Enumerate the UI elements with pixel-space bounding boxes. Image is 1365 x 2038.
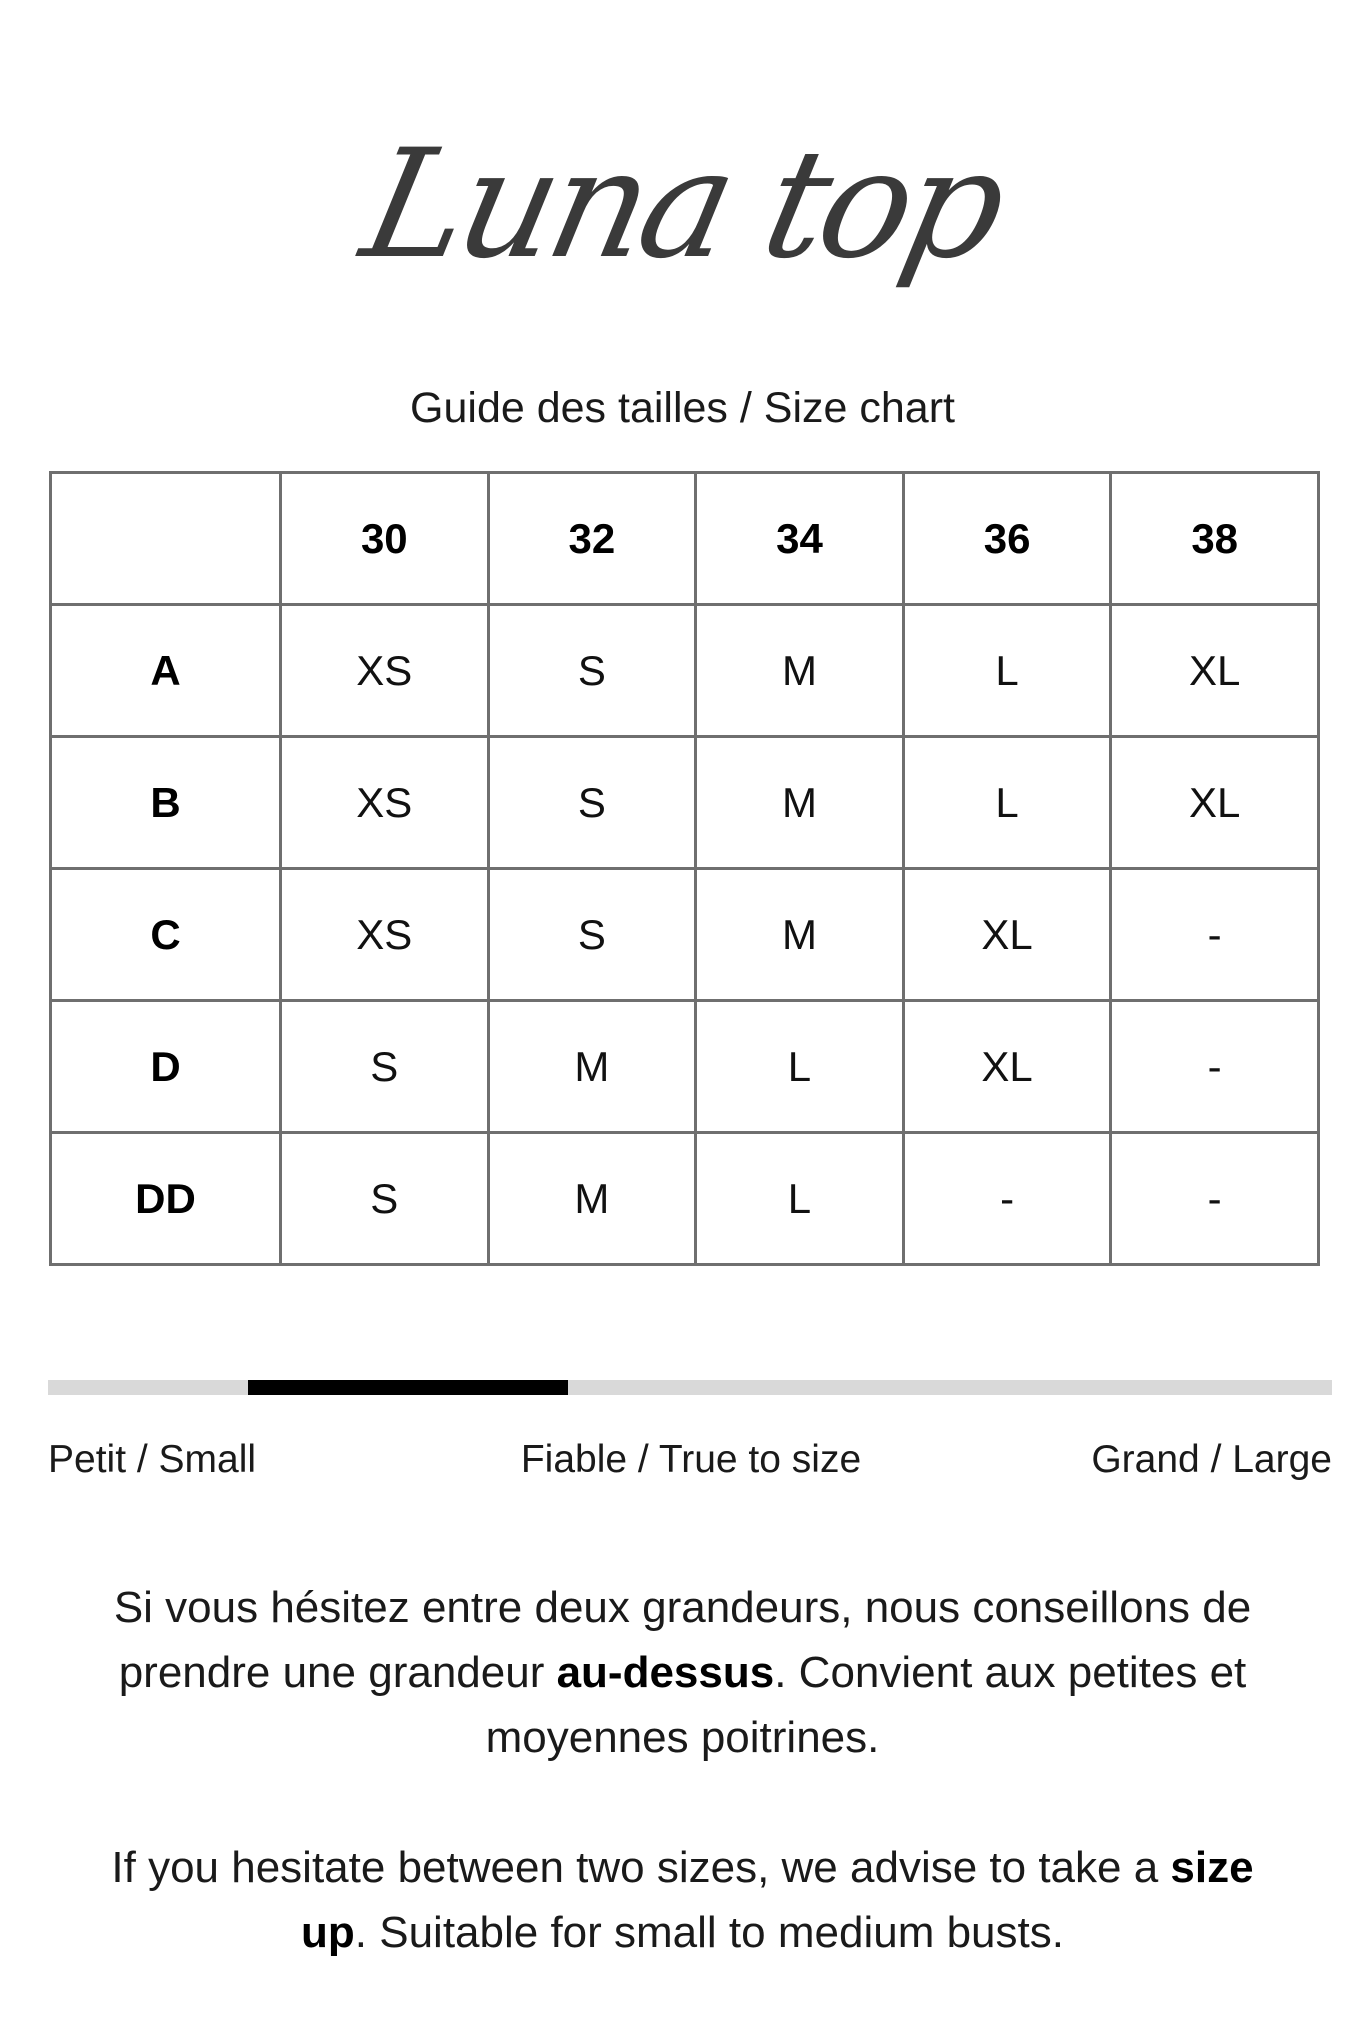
- size-cell: XL: [1111, 605, 1319, 737]
- size-cell: S: [281, 1001, 489, 1133]
- size-cell: XS: [281, 737, 489, 869]
- advice-text: . Convient aux petites et moyennes poitrines.: [485, 1648, 1247, 1762]
- header-band-size: 30: [281, 473, 489, 605]
- advice-text: Si vous hésitez entre deux grandeurs, nous conseillons de prendre une grandeur: [113, 1583, 1252, 1697]
- header-band-size: 32: [488, 473, 696, 605]
- size-cell: L: [903, 737, 1111, 869]
- cup-size-label: B: [51, 737, 281, 869]
- header-cell-empty: [51, 473, 281, 605]
- cup-size-label: DD: [51, 1133, 281, 1265]
- size-cell: XL: [1111, 737, 1319, 869]
- size-cell: S: [488, 869, 696, 1001]
- advice-emphasis: size up: [301, 1843, 1254, 1957]
- size-cell: -: [903, 1133, 1111, 1265]
- size-cell: M: [696, 737, 904, 869]
- advice-emphasis: au-dessus: [556, 1648, 775, 1697]
- size-cell: XL: [903, 1001, 1111, 1133]
- size-cell: -: [1111, 1133, 1319, 1265]
- size-cell: XS: [281, 605, 489, 737]
- fit-label-large: Grand / Large: [1091, 1438, 1332, 1481]
- fit-scale-track: [48, 1380, 1332, 1395]
- cup-size-label: D: [51, 1001, 281, 1133]
- size-cell: M: [696, 605, 904, 737]
- size-chart-table: [49, 471, 1320, 1266]
- page-title: Luna top: [349, 118, 1016, 292]
- size-cell: L: [696, 1133, 904, 1265]
- size-cell: -: [1111, 1001, 1319, 1133]
- size-cell: S: [488, 605, 696, 737]
- size-cell: XS: [281, 869, 489, 1001]
- header-band-size: 34: [696, 473, 904, 605]
- cup-size-label: C: [51, 869, 281, 1001]
- cup-size-label: A: [51, 605, 281, 737]
- fit-label-true-to-size: Fiable / True to size: [520, 1438, 862, 1481]
- size-chart-subtitle: Guide des tailles / Size chart: [410, 384, 955, 432]
- header-band-size: 38: [1111, 473, 1319, 605]
- size-cell: M: [696, 869, 904, 1001]
- advice-text: If you hesitate between two sizes, we advise to take a: [111, 1843, 1171, 1892]
- table-row: [51, 605, 1319, 737]
- fit-label-small: Petit / Small: [48, 1438, 257, 1481]
- size-cell: L: [696, 1001, 904, 1133]
- size-cell: -: [1111, 869, 1319, 1001]
- table-row: [51, 869, 1319, 1001]
- header-band-size: 36: [903, 473, 1111, 605]
- size-cell: L: [903, 605, 1111, 737]
- table-header-row: [51, 473, 1319, 605]
- fit-scale-indicator: [248, 1380, 568, 1395]
- size-cell: S: [281, 1133, 489, 1265]
- sizing-advice-english: [100, 1835, 1265, 1965]
- table-row: [51, 1001, 1319, 1133]
- table-row: [51, 737, 1319, 869]
- sizing-advice-french: [100, 1575, 1265, 1770]
- size-cell: M: [488, 1001, 696, 1133]
- size-cell: M: [488, 1133, 696, 1265]
- size-cell: S: [488, 737, 696, 869]
- table-row: [51, 1133, 1319, 1265]
- size-cell: XL: [903, 869, 1111, 1001]
- advice-text: . Suitable for small to medium busts.: [354, 1908, 1064, 1957]
